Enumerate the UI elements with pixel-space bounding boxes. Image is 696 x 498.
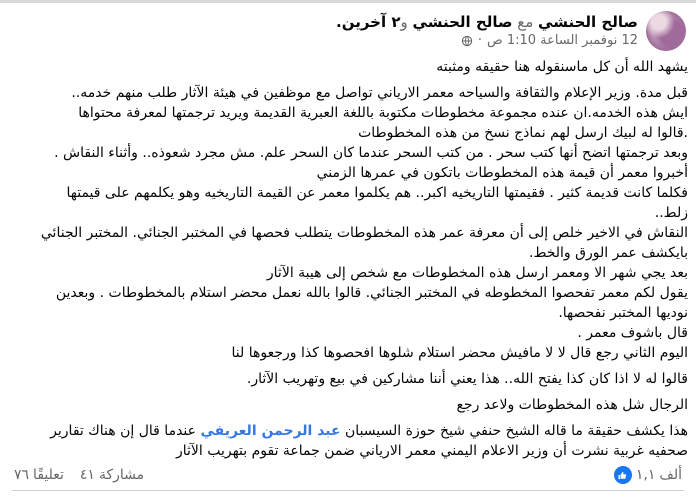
like-thumb-icon <box>614 466 632 484</box>
post-line: بعد يجي شهر الا ومعمر ارسل هذه المخطوطات مع شخص إلى هيبة الآثار <box>266 265 688 281</box>
post-line: قبل مدة. وزير الإعلام والثقافة والسياحه معمر الارياني تواصل مع موظفين في هيئة الآثار طلب منهم خدمه.. <box>71 85 688 101</box>
comments-number: ٧٦ <box>14 467 30 483</box>
others-link[interactable]: ٢ آخرين. <box>336 13 401 31</box>
and-word: و <box>400 13 413 31</box>
comments-shares-group <box>14 467 144 483</box>
timestamp-text[interactable]: 12 نوفمبر الساعة 1:10 ص <box>486 33 638 48</box>
rich-line-before: هذا يكشف حقيقة ما قاله الشيخ حنفي شيخ حوزة السيسبان <box>340 423 688 439</box>
footer-divider <box>12 490 684 491</box>
rich-line-after: عندما قال إن هناك تقارير <box>50 423 201 439</box>
post-line: قال باشوف معمر . <box>577 325 688 341</box>
reactions-count[interactable] <box>614 466 682 484</box>
header-text <box>336 13 638 49</box>
post-line: النقاش في الاخير خلص إلى أن معرفة عمر هذه المخطوطات يتطلب فحصها في المختبر الجنائي. المختبر الجنائي <box>40 225 688 241</box>
shares-count[interactable] <box>80 467 144 483</box>
globe-icon <box>461 35 473 47</box>
dot-separator: · <box>477 33 482 48</box>
post-line: وبعد ترجمتها اتضح أنها كتب سحر . من كتب السحر عندما كان السحر علم. مش مجرد شعوذه.. وأثناء النقاش . <box>54 145 688 161</box>
mention-profile-link[interactable]: عبد الرحمن العريفي <box>200 423 341 439</box>
post-line: صحفيه غربية نشرت أن وزير الاعلام اليمني معمر الارياني ضمن جماعة تقوم بتهريب الآثار <box>175 443 688 459</box>
avatar[interactable] <box>646 11 686 51</box>
post-line: ايش هذه الخدمه.ان عنده مجموعة مخطوطات مكتوبة باللغة العبرية القديمة ويريد ترجمتها لمعرفة محتواها <box>78 105 688 121</box>
post-line: اليوم الثاني رجع قال لا لا مافيش محضر استلام شلوها افحصوها كذا ورجعوها لنا <box>231 345 688 361</box>
post-line: .قالوا له لبيك ارسل لهم نماذج نسخ من هذه المخطوطات <box>358 125 688 141</box>
shares-label: مشاركة <box>98 467 145 483</box>
post-line-with-mention <box>8 421 688 441</box>
post-line: قالوا له لا اذا كان كذا يفتح الله.. هذا يعني أننا مشاركين في بيع وتهريب الآثار. <box>246 371 688 387</box>
author-name-link[interactable]: صالح الحنشي <box>538 13 638 31</box>
comments-count[interactable] <box>14 467 64 483</box>
post-body <box>0 53 696 461</box>
shares-number: ٤١ <box>79 467 95 483</box>
post-line: بايكشف عمر الورق والخط. <box>529 245 688 261</box>
post-line: فكلما كانت قديمة كثير . فقيمتها التاريخيه اكبر.. هم يكلموا معمر عن القيمة التاريخيه وهو يكلمهم على قيمتها <box>66 185 688 201</box>
post-line: يشهد الله أن كل ماسنقوله هنا حقيقه ومثبته <box>436 59 688 75</box>
post-line: نوديها المختبر نفحصها. <box>558 305 688 321</box>
post-byline <box>336 13 638 32</box>
reactions-number: ١,١ <box>635 467 656 483</box>
post-line: أخبروا معمر أن قيمة هذه المخطوطات باتكون في عمرها الزمني <box>316 165 688 181</box>
engagement-bar <box>0 461 696 488</box>
post-line: الرجال شل هذه المخطوطات ولاعد رجع <box>456 397 688 413</box>
post-timestamp[interactable] <box>336 33 638 49</box>
reactions-unit: ألف <box>659 467 682 483</box>
post-line: زلط.. <box>654 205 688 221</box>
post-header <box>0 3 696 53</box>
comments-label: تعليقًا <box>33 467 64 483</box>
post-line: يقول لكم معمر تفحصوا المخطوطه في المختبر الجنائي. قالوا بالله نعمل محضر استلام بالمخطوطات . وبعدين <box>55 285 688 301</box>
tagged-name-link[interactable]: صالح الحنشي <box>412 13 513 31</box>
with-word: مع <box>512 13 539 31</box>
